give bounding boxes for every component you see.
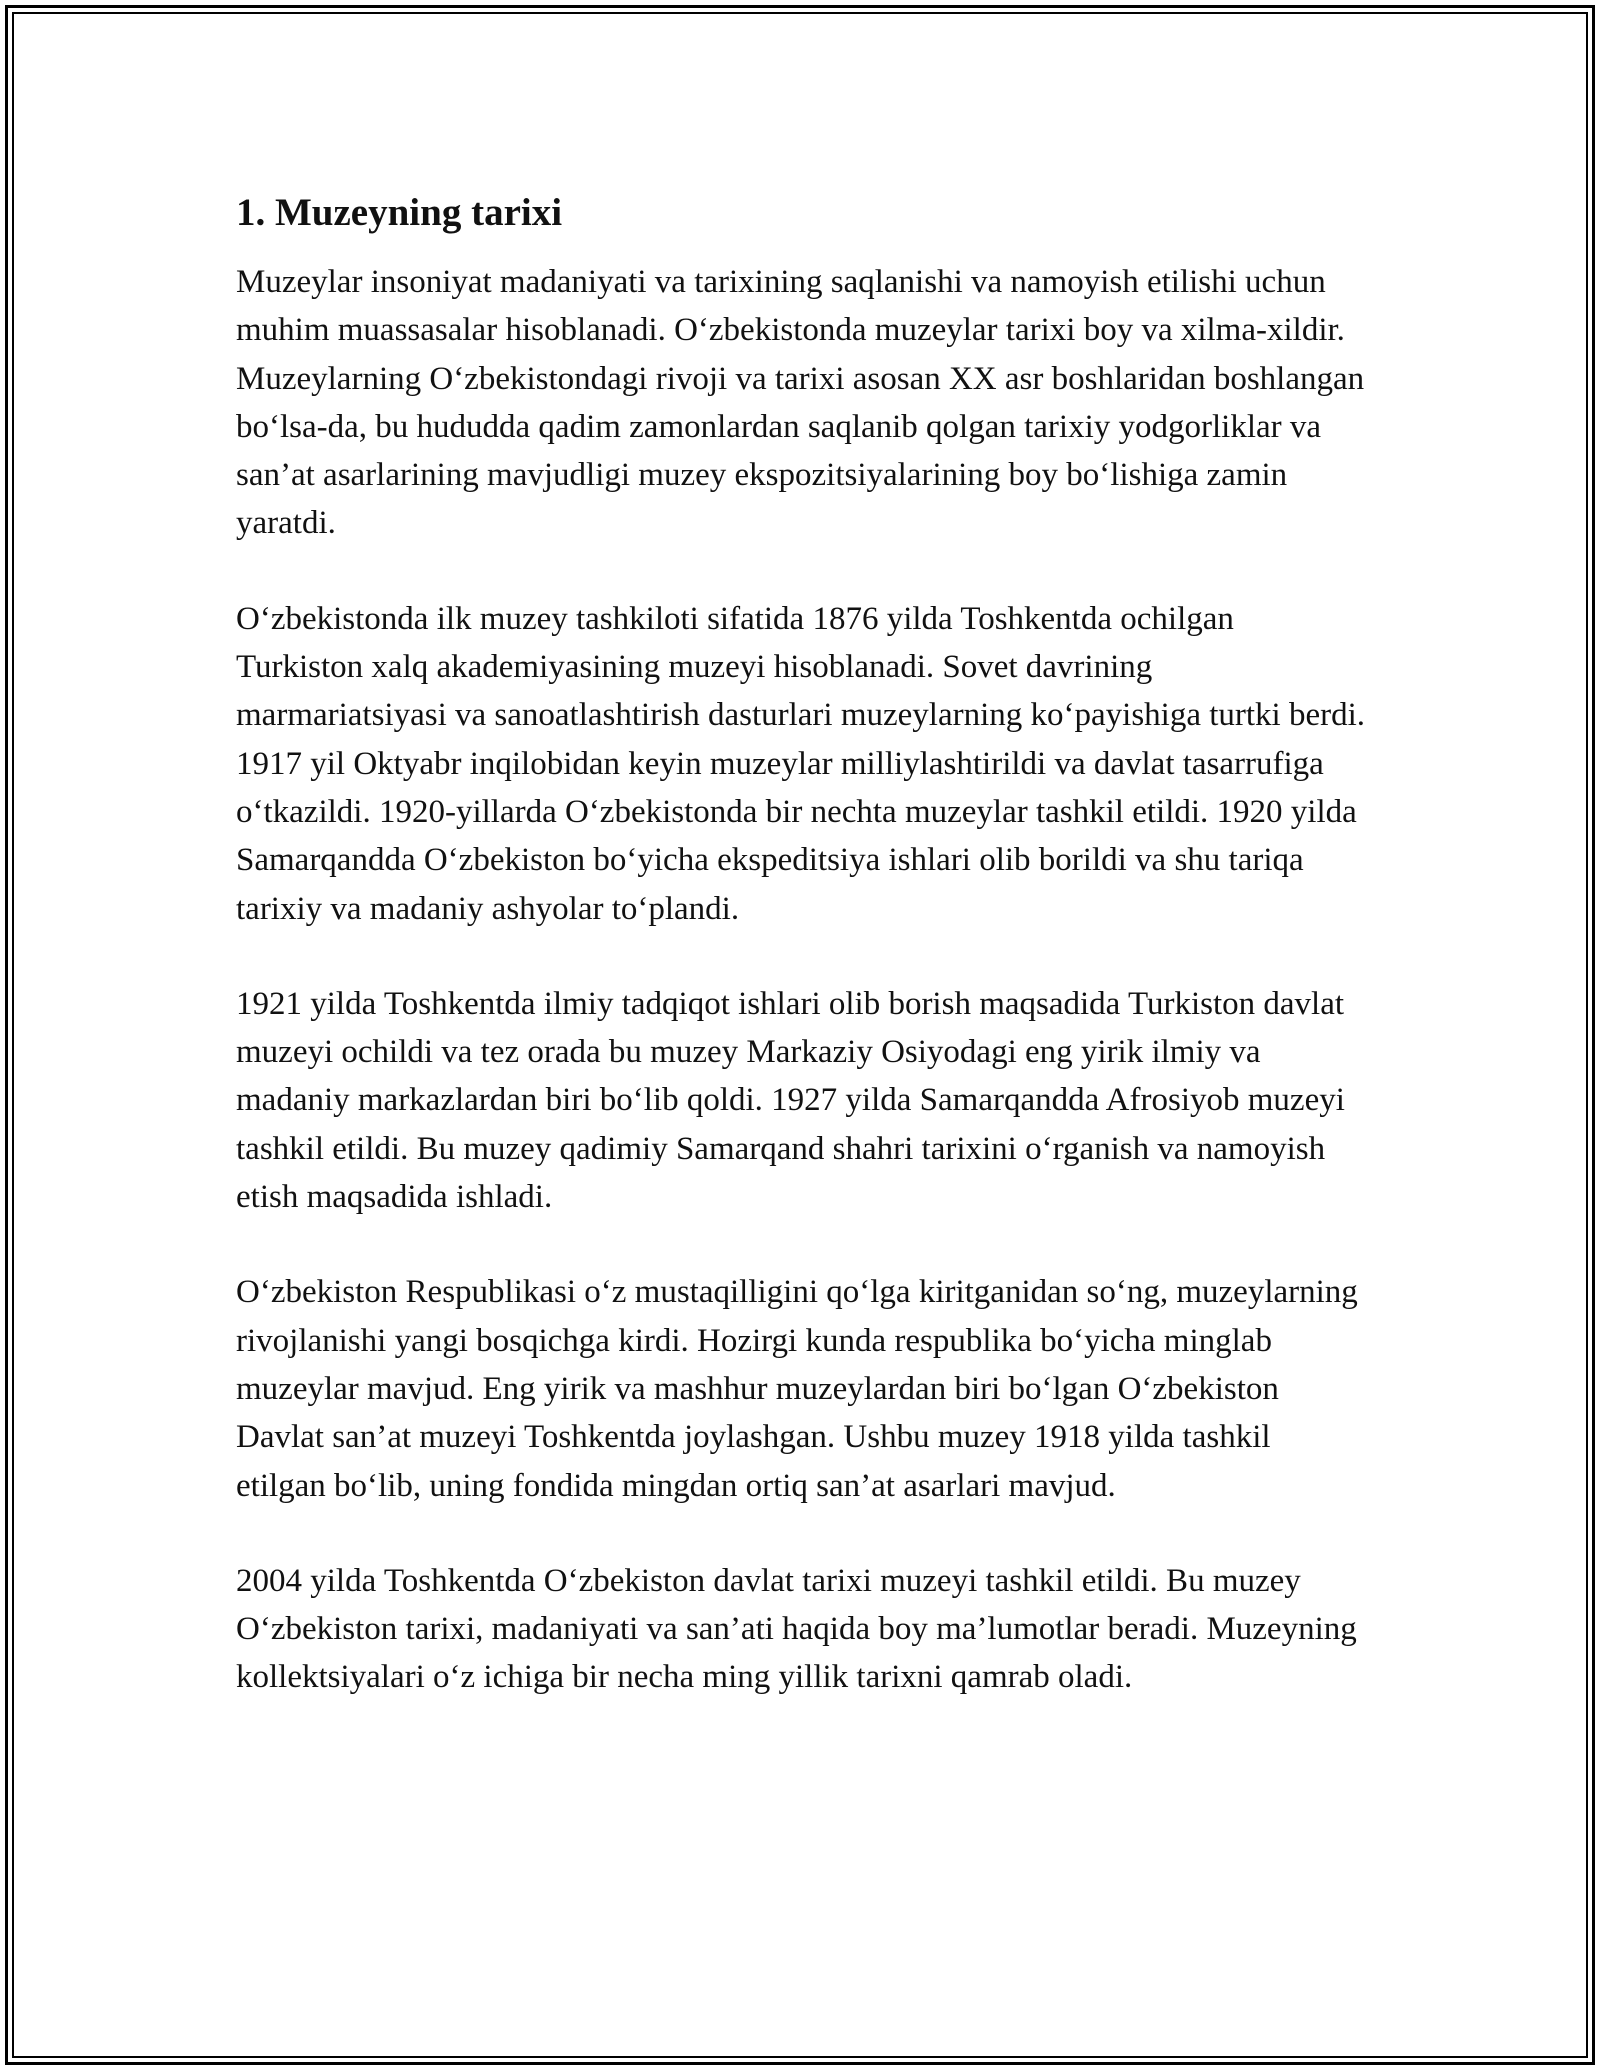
paragraph-1: Muzeylar insoniyat madaniyati va tarixining saqlanishi va namoyish etilishi uchun muhim muassasalar hisoblanadi. O‘zbekistonda muzeylar tarixi boy va xilma-xildir. Muzeylarning O‘zbekistondagi rivoji va tarixi asosan XX asr boshlaridan boshlangan bo‘lsa-da, bu hududda qadim zamonlardan saqlanib qolgan tarixiy yodgorliklar va san’at asarlarining mavjudligi muzey ekspozitsiyalarining boy bo‘lishiga zamin yaratdi. xyxy=(236,264,1365,542)
section-heading: 1. Muzeyning tarixi xyxy=(236,191,563,234)
document-body xyxy=(236,188,1366,1749)
paragraph-4: O‘zbekiston Respublikasi o‘z mustaqilligini qo‘lga kiritganidan so‘ng, muzeylarning rivojlanishi yangi bosqichga kirdi. Hozirgi kunda respublika bo‘yicha minglab muzeylar mavjud. Eng yirik va mashhur muzeylardan biri bo‘lgan O‘zbekiston Davlat san’at muzeyi Toshkentda joylashgan. Ushbu muzey 1918 yilda tashkil etilgan bo‘lib, uning fondida mingdan ortiq san’at asarlari mavjud. xyxy=(236,1274,1358,1504)
paragraph-5: 2004 yilda Toshkentda O‘zbekiston davlat tarixi muzeyi tashkil etildi. Bu muzey O‘zbekiston tarixi, madaniyati va san’ati haqida boy ma’lumotlar beradi. Muzeyning kollektsiyalari o‘z ichiga bir necha ming yillik tarixni qamrab oladi. xyxy=(236,1562,1357,1696)
paragraph-2: O‘zbekistonda ilk muzey tashkiloti sifatida 1876 yilda Toshkentda ochilgan Turkiston xalq akademiyasining muzeyi hisoblanadi. Sovet davrining marmariatsiyasi va sanoatlashtirish dasturlari muzeylarning ko‘payishiga turtki berdi. 1917 yil Oktyabr inqilobidan keyin muzeylar milliylashtirildi va davlat tasarrufiga o‘tkazildi. 1920-yillarda O‘zbekistonda bir nechta muzeylar tashkil etildi. 1920 yilda Samarqandda O‘zbekiston bo‘yicha ekspeditsiya ishlari olib borildi va shu tariqa tarixiy va madaniy ashyolar to‘plandi. xyxy=(236,600,1366,927)
paragraph-3: 1921 yilda Toshkentda ilmiy tadqiqot ishlari olib borish maqsadida Turkiston davlat muzeyi ochildi va tez orada bu muzey Markaziy Osiyodagi eng yirik ilmiy va madaniy markazlardan biri bo‘lib qoldi. 1927 yilda Samarqandda Afrosiyob muzeyi tashkil etildi. Bu muzey qadimiy Samarqand shahri tarixini o‘rganish va namoyish etish maqsadida ishladi. xyxy=(236,985,1345,1216)
